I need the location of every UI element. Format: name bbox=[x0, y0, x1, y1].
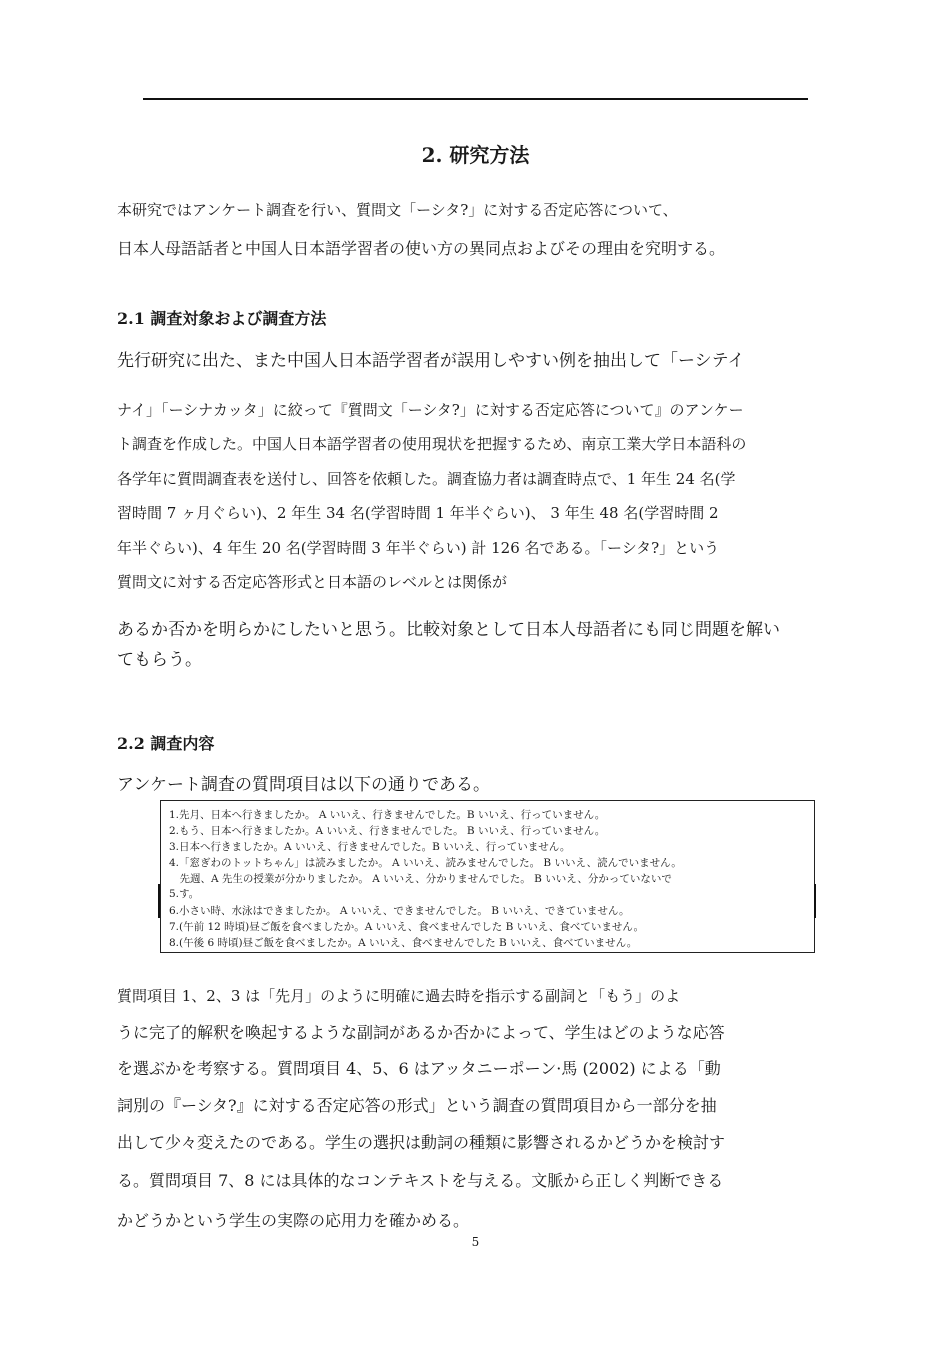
subsection-title-2-2: 2.2 調査内容 bbox=[117, 734, 215, 753]
questionnaire-box bbox=[160, 800, 815, 953]
discussion-line-5: 出して少々変えたのである。学生の選択は動詞の種類に影響されるかどうかを検討す bbox=[117, 1133, 726, 1152]
box-left-bar bbox=[158, 884, 160, 918]
section1-line-1: ナイ」「ーシナカッタ」に絞って『質問文「ーシタ?」に対する否定応答について』のアンケー bbox=[117, 401, 744, 419]
section1-line-3: 各学年に質問調査表を送付し、回答を依頼した。調査協力者は調査時点で、1 年生 24 名(学 bbox=[117, 470, 736, 488]
question-5-line-2: 5.す。 bbox=[169, 888, 200, 900]
question-2: 2.もう、日本へ行きましたか。A いいえ、行きませんでした。 B いいえ、行っていません。 bbox=[169, 825, 606, 837]
question-4: 4.「窓ぎわのトットちゃん」は読みましたか。 A いいえ、読みませんでした。 B いいえ、読んでいません。 bbox=[169, 857, 682, 869]
section1-tail-1: あるか否かを明らかにしたいと思う。比較対象として日本人母語者にも同じ問題を解い bbox=[117, 620, 780, 640]
intro-line-1: 本研究ではアンケート調査を行い、質問文「ーシタ?」に対する否定応答について、 bbox=[117, 201, 678, 219]
question-7: 7.(午前 12 時頃)昼ご飯を食べましたか。A いいえ、食べませんでした B いいえ、食べていません。 bbox=[169, 921, 644, 933]
question-8: 8.(午後 6 時頃)昼ご飯を食べましたか。A いいえ、食べませんでした B いいえ、食べていません。 bbox=[169, 937, 638, 949]
discussion-line-2: うに完了的解釈を喚起するような副詞があるか否かによって、学生はどのような応答 bbox=[117, 1023, 725, 1042]
subsection-title-2-1: 2.1 調査対象および調査方法 bbox=[117, 309, 327, 328]
section1-lead: 先行研究に出た、また中国人日本語学習者が誤用しやすい例を抽出して「ーシテイ bbox=[117, 351, 745, 371]
question-1: 1.先月、日本へ行きましたか。 A いいえ、行きませんでした。B いいえ、行っていません。 bbox=[169, 809, 606, 821]
section1-line-5: 年半ぐらい)、4 年生 20 名(学習時間 3 年半ぐらい) 計 126 名である。「ーシタ?」という bbox=[117, 539, 720, 557]
intro-line-2: 日本人母語話者と中国人日本語学習者の使い方の異同点およびその理由を究明する。 bbox=[117, 239, 726, 258]
discussion-line-1: 質問項目 1、2、3 は「先月」のように明確に過去時を指示する副詞と「もう」のよ bbox=[117, 987, 681, 1005]
section2-lead: アンケート調査の質問項目は以下の通りである。 bbox=[117, 775, 490, 795]
discussion-line-7: かどうかという学生の実際の応用力を確かめる。 bbox=[117, 1211, 470, 1230]
question-3: 3.日本へ行きましたか。A いいえ、行きませんでした。B いいえ、行っていません。 bbox=[169, 841, 571, 853]
section-heading: 2. 研究方法 bbox=[421, 143, 530, 167]
discussion-line-4: 詞別の『ーシタ?』に対する否定応答の形式」という調査の質問項目から一部分を抽 bbox=[117, 1096, 717, 1115]
section1-line-2: ト調査を作成した。中国人日本語学習者の使用現状を把握するため、南京工業大学日本語科の bbox=[117, 435, 747, 453]
discussion-line-6: る。質問項目 7、8 には具体的なコンテキストを与える。文脈から正しく判断できる bbox=[117, 1171, 724, 1190]
box-right-bar bbox=[814, 884, 816, 918]
page-number: 5 bbox=[471, 1235, 480, 1249]
section1-line-6: 質問文に対する否定応答形式と日本語のレベルとは関係が bbox=[117, 573, 508, 591]
section1-tail-2: てもらう。 bbox=[117, 650, 202, 670]
discussion-line-3: を選ぶかを考察する。質問項目 4、5、6 はアッタニーポーン·馬 (2002) による「動 bbox=[117, 1059, 721, 1078]
question-5-line-1: 先週、A 先生の授業が分かりましたか。 A いいえ、分かりませんでした。 B いいえ、分かっていないで bbox=[169, 873, 672, 885]
header-rule bbox=[143, 98, 808, 100]
section1-line-4: 習時間 7 ヶ月ぐらい)、2 年生 34 名(学習時間 1 年半ぐらい)、 3 年生 48 名(学習時間 2 bbox=[117, 504, 719, 522]
question-6: 6.小さい時、水泳はできましたか。 A いいえ、できませんでした。 B いいえ、できていません。 bbox=[169, 905, 630, 917]
